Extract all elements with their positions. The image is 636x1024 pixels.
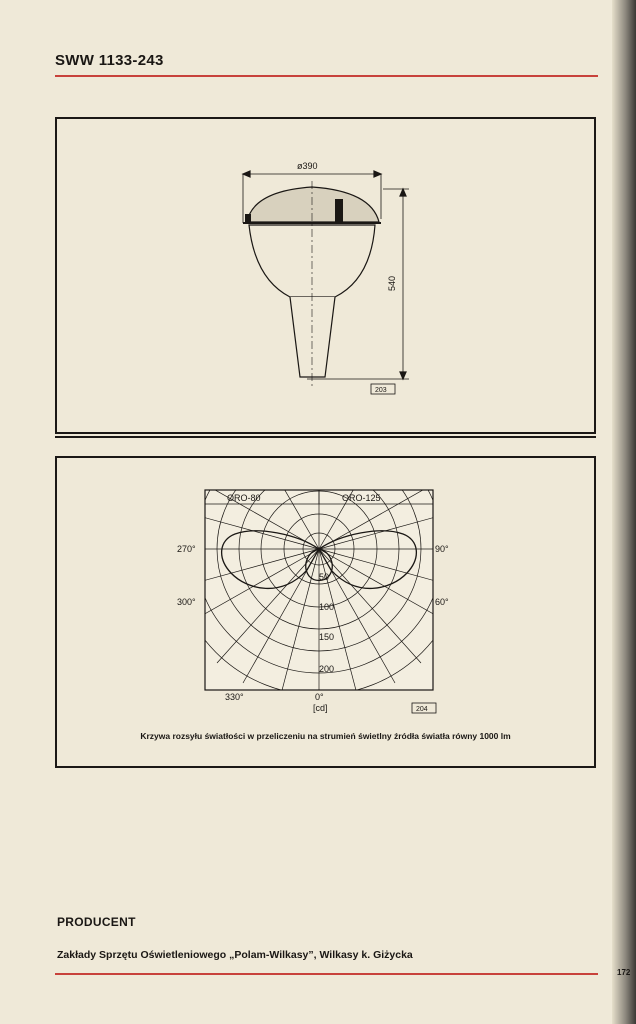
- unit-label: [cd]: [313, 703, 328, 713]
- ring-150-label: 150: [319, 632, 335, 642]
- producer-name: Zakłady Sprzętu Oświetleniowego „Polam-Wilkasy”, Wilkasy k. Giżycka: [57, 949, 413, 961]
- label-oro-80: ORO-80: [227, 493, 261, 503]
- ring-100-label: 100: [319, 602, 335, 612]
- drawing-frame: [55, 117, 596, 434]
- angle-60-label: 60°: [435, 597, 449, 607]
- ring-200-label: 200: [319, 664, 335, 674]
- producer-heading: PRODUCENT: [57, 915, 136, 929]
- angle-270-label: 270°: [177, 544, 196, 554]
- polar-caption: Krzywa rozsyłu światłości w przeliczeniu na strumień świetlny źródła światła równy 1000 lm: [140, 731, 511, 741]
- luminaire-drawing: [57, 119, 594, 432]
- angle-90-label: 90°: [435, 544, 449, 554]
- angle-330-label: 330°: [225, 692, 244, 702]
- diameter-label: ø390: [297, 161, 318, 171]
- document-code: SWW 1133-243: [55, 52, 164, 69]
- figure-number-203: 203: [375, 387, 387, 394]
- page-edge-shadow: [612, 0, 636, 1024]
- label-oro-125: ORO-125: [342, 493, 381, 503]
- page-number: 172: [617, 968, 631, 977]
- figure-number-204: 204: [416, 706, 428, 713]
- height-label: 540: [387, 275, 397, 291]
- polar-frame: [55, 456, 596, 768]
- ring-50-label: 50: [319, 572, 330, 582]
- polar-diagram: [57, 458, 594, 766]
- bottom-rule: [55, 973, 598, 975]
- top-rule: [55, 75, 598, 77]
- section-divider: [55, 436, 596, 438]
- angle-0-label: 0°: [315, 692, 324, 702]
- angle-300-label: 300°: [177, 597, 196, 607]
